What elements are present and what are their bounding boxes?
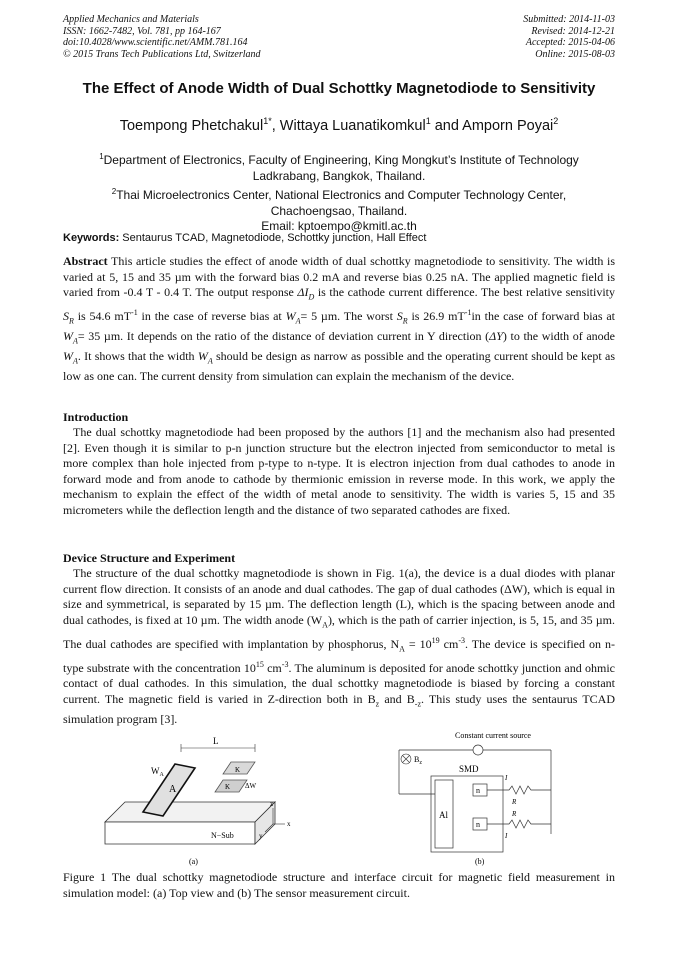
date-accepted: Accepted: 2015-04-06	[525, 37, 615, 48]
journal-name: Applied Mechanics and Materials	[63, 14, 199, 25]
device-text: . The aluminum is deposited for anode schottky junction and ohmic contact of dual cathodes. In this simulation, the dual schottky magnetodiode is biased by forcing a constant current. The magnetic field is varied in Z-direction both in B	[63, 660, 615, 706]
device-text: . The device is specified on n-type substrate with the concentration 10	[63, 636, 615, 675]
label-wa: $W_A$	[151, 766, 164, 778]
symbol-sub: A	[322, 620, 328, 630]
figure-1b	[399, 731, 551, 866]
abstract-text: This article studies the effect of anode width of dual schottky magnetodiode to sensitivity. The width is varied at 5, 15 and 35 µm with the forward bias 0.2 mA and reverse bias 0.25 nA. The applied magnetic field is varied from -0.4 T - 0.4 T. The output response	[63, 254, 615, 300]
label-r2: R	[512, 810, 517, 818]
cathode-k2	[215, 780, 247, 792]
symbol-sup: -3	[458, 635, 465, 645]
subfigure-b-label: (b)	[475, 857, 485, 866]
abstract-text: = 35 µm. It depends on the ratio of the distance of deviation current in Y direction (	[77, 329, 490, 344]
symbol-sub: A	[73, 336, 78, 346]
symbol-sub: z	[375, 699, 380, 709]
substrate-top	[105, 802, 275, 822]
affiliation-1-sup: 1	[99, 152, 104, 161]
label-i1: I	[505, 774, 508, 782]
dates-header	[523, 14, 615, 60]
journal-issn: ISSN: 1662-7482, Vol. 781, pp 164-167	[63, 25, 221, 37]
device-text: . This study uses the sentaurus TCAD simulation program [3].	[63, 691, 616, 726]
device-text: cm	[439, 636, 459, 651]
label-n1: n	[476, 786, 480, 795]
device-text: The structure of the dual schottky magnetodiode is shown in Fig. 1(a), the device is a dual diodes with planar current flow direction. It consists of an anode and dual cathodes. The gap of dual cathodes (ΔW), which is equal in size and symmetrical, is separated by 15 µm. The deflection length (L), which is the spacing between anode and dual cathodes, is fixed at 10 µm. The width anode (W	[63, 566, 615, 627]
source-label: Constant current source	[455, 731, 531, 740]
symbol-sub: A	[399, 644, 405, 654]
subfigure-a-label: (a)	[189, 857, 198, 866]
keywords	[63, 232, 615, 244]
date-submitted: Submitted: 2014-11-03	[523, 14, 615, 25]
symbol-sup: 15	[255, 659, 264, 669]
author-1: Toempong Phetchakul	[119, 117, 264, 134]
axis-z-label: z	[270, 800, 274, 808]
author-2: , Wittaya Luanatikomkul	[271, 117, 426, 134]
journal-header	[63, 14, 261, 60]
symbol: ΔY	[489, 329, 503, 344]
device-body	[63, 566, 615, 728]
journal-doi: doi:10.4028/www.scientific.net/AMM.781.164	[63, 37, 248, 48]
date-revised: Revised: 2014-12-21	[531, 25, 615, 37]
axis-y-label: y	[259, 832, 263, 840]
device-text: and B	[379, 691, 415, 706]
symbol: W	[285, 309, 296, 324]
symbol-sub: R	[69, 316, 74, 326]
keywords-text: Sentaurus TCAD, Magnetodiode, Schottky junction, Hall Effect	[119, 232, 427, 244]
label-smd: SMD	[459, 764, 479, 774]
abstract-text: should be design as narrow as possible and the operating current should be kept as low as one can. The current density from simulation can explain the mechanism of the device.	[63, 349, 615, 384]
author-list	[40, 116, 638, 134]
resistor-r1	[487, 786, 551, 794]
label-al: Al	[439, 810, 448, 820]
label-bz: $B_z$	[414, 755, 423, 766]
label-k2: K	[225, 783, 231, 791]
symbol: ΔI	[297, 285, 309, 300]
device-paragraph	[63, 566, 615, 728]
affiliation-1	[63, 149, 615, 169]
device-heading: Device Structure and Experiment	[63, 551, 236, 565]
label-n2: n	[476, 820, 480, 829]
author-2-sup: 1	[425, 116, 431, 126]
resistor-r2	[487, 820, 551, 828]
symbol-sub: A	[295, 316, 301, 326]
affiliation-1-line2: Ladkrabang, Bangkok, Thailand.	[252, 168, 426, 183]
author-3-sup: 2	[553, 116, 559, 126]
abstract-label: Abstract	[63, 254, 108, 268]
abstract-text: = 5 µm. The worst	[300, 309, 397, 324]
journal-copyright: © 2015 Trans Tech Publications Ltd, Switzerland	[63, 48, 261, 60]
symbol: W	[63, 349, 73, 364]
label-anode: A	[169, 784, 177, 795]
abstract-text: is the cathode current difference. The best relative sensitivity	[314, 285, 616, 300]
label-k1: K	[235, 766, 241, 774]
label-dw: ΔW	[245, 782, 257, 790]
device-text: = 10	[404, 636, 432, 651]
affiliation-2	[63, 184, 615, 204]
symbol: W	[197, 349, 208, 364]
introduction-paragraph: The dual schottky magnetodiode had been proposed by the authors [1] and the mechanism also had presented [2]. Even though it is similar to p-n junction structure but the electron injected from semiconductor to metal is more complex than hole injected from p-type to n-type. It is electron injection from dual cathodes to anode in forward mode and from anode to cathode by thermionic emission in reverse mode. In this work, we apply the mechanism to explain the effect of the width of metal anode to sensitivity. The width is varies 5, 15 and 35 micrometers while the deflection length and the distance of two separated cathodes are fixed.	[63, 425, 615, 517]
author-3: and Amporn Poyai	[430, 117, 554, 134]
symbol: W	[63, 329, 73, 344]
abstract	[63, 254, 615, 385]
abstract-text: is 54.6 mT	[73, 309, 132, 324]
symbol-sup: -1	[131, 308, 138, 318]
introduction-heading: Introduction	[63, 410, 129, 424]
abstract-text: in the case of forward bias at	[471, 309, 616, 324]
symbol-sup: -1	[464, 308, 472, 318]
label-L: L	[213, 736, 219, 746]
symbol: S	[396, 309, 403, 324]
abstract-text: in the case of reverse bias at	[137, 309, 286, 324]
label-r1: R	[512, 798, 517, 806]
symbol-sub: A	[73, 356, 78, 366]
affiliation-1-line1: Department of Electronics, Faculty of Engineering, King Mongkut’s Institute of Technology	[103, 153, 579, 167]
affiliation-2-sup: 2	[111, 187, 117, 196]
abstract-text: is 26.9 mT	[407, 309, 465, 324]
symbol-sub: D	[308, 292, 315, 302]
symbol-sub: -z	[414, 699, 422, 709]
contact-email: Email: kptoempo@kmitl.ac.th	[261, 219, 417, 233]
date-online: Online: 2015-08-03	[535, 48, 615, 60]
label-i2: I	[505, 832, 508, 840]
label-nsub: N−Sub	[211, 831, 234, 840]
affiliation-2-line1: Thai Microelectronics Center, National Electronics and Computer Technology Center,	[116, 188, 567, 202]
symbol: S	[63, 309, 69, 324]
symbol-sup: 19	[431, 635, 440, 645]
abstract-text: ) to the width of anode	[502, 329, 615, 344]
device-text: ), which is the path of carrier injection, is 5, 15, and 35 µm. The dual cathodes are specified with implantation by phosphorus, N	[63, 612, 615, 651]
affiliation-2-line2: Chachoengsao, Thailand.	[270, 203, 408, 218]
abstract-text: . It shows that the width	[77, 349, 198, 364]
current-source-symbol	[473, 745, 483, 755]
figure-1a	[105, 736, 291, 866]
symbol-sub: R	[402, 316, 408, 326]
symbol-sup: -3	[281, 659, 289, 669]
device-text: cm	[263, 660, 282, 675]
paper-title: The Effect of Anode Width of Dual Schottky Magnetodiode to Sensitivity	[82, 80, 596, 97]
introduction-body	[63, 425, 615, 519]
author-1-sup: 1*	[263, 116, 272, 126]
symbol-sub: A	[207, 356, 213, 366]
figure-caption: Figure 1 The dual schottky magnetodiode structure and interface circuit for magnetic field measurement in simulation model: (a) Top view and (b) The sensor measurement circuit.	[63, 870, 615, 900]
figure-1	[63, 728, 615, 868]
keywords-label: Keywords:	[63, 232, 120, 244]
axis-x-label: x	[287, 820, 291, 828]
affiliations	[63, 149, 615, 235]
